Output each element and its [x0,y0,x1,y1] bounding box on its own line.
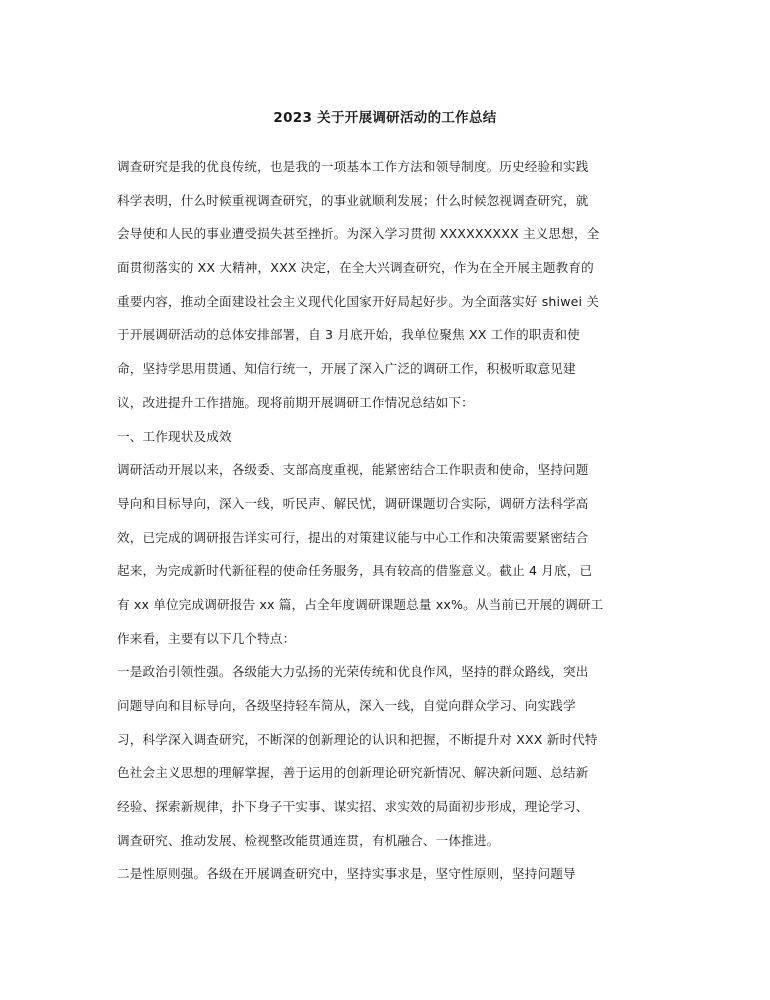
text-line-5: 重要内容，推动全面建设社会主义现代化国家开好局起好步。为全面落实好 shiwei 关 [117,293,600,309]
text-line-14: 有 xx 单位完成调研报告 xx 篇，占全年度调研课题总量 xx%。从当前已开展的调研工 [117,596,604,612]
text-line-18: 习，科学深入调查研究，不断深的创新理论的认识和把握，不断提升对 XXX 新时代特 [117,731,598,747]
text-line-11: 导向和目标导向，深入一线，听民声、解民忧，调研课题切合实际，调研方法科学高 [117,495,589,511]
text-line-8: 议，改进提升工作措施。现将前期开展调研工作情况总结如下： [117,394,474,410]
document-title: 2023 关于开展调研活动的工作总结 [273,110,497,126]
document-body [117,157,657,898]
text-line-2: 科学表明，什么时候重视调查研究，的事业就顺利发展；什么时候忽视调查研究，就 [117,192,589,208]
text-line-19: 色社会主义思想的理解掌握，善于运用的创新理论研究新情况、解决新问题、总结新 [117,765,589,781]
text-line-12: 效，已完成的调研报告详实可行，提出的对策建议能与中心工作和决策需要紧密结合 [117,529,589,545]
text-line-6: 于开展调研活动的总体安排部署，自 3 月底开始，我单位聚焦 XX 工作的职责和使 [117,327,580,343]
text-line-3: 会导使和人民的事业遭受损失甚至挫折。为深入学习贯彻 XXXXXXXXX 主义思想，全 [117,226,600,242]
text-line-7: 命，坚持学思用贯通、知信行统一，开展了深入广泛的调研工作，积极听取意见建 [117,361,576,377]
text-line-10: 调研活动开展以来，各级委、支部高度重视，能紧密结合工作职责和使命，坚持问题 [117,462,589,478]
text-line-15: 作来看，主要有以下几个特点： [117,630,296,646]
text-line-1: 调查研究是我的优良传统，也是我的一项基本工作方法和领导制度。历史经验和实践 [117,159,589,174]
text-line-20: 经验、探索新规律，扑下身子干实事、谋实招、求实效的局面初步形成，理论学习、 [117,799,589,815]
text-line-16: 一是政治引领性强。各级能大力弘扬的光荣传统和优良作风，坚持的群众路线，突出 [117,664,589,680]
text-line-22: 二是性原则强。各级在开展调查研究中，坚持实事求是，坚守性原则，坚持问题导 [117,866,576,882]
section-heading: 一、工作现状及成效 [117,428,232,444]
text-line-21: 调查研究、推动发展、检视整改能贯通连贯，有机融合、一体推进。 [117,832,500,848]
text-line-17: 问题导向和目标导向，各级坚持轻车简从，深入一线，自觉向群众学习、向实践学 [117,698,576,713]
text-line-13: 起来，为完成新时代新征程的使命任务服务，具有较高的借鉴意义。截止 4 月底，已 [117,563,593,579]
text-line-4: 面贯彻落实的 XX 大精神，XXX 决定，在全大兴调查研究，作为在全开展主题教育的 [117,260,594,276]
